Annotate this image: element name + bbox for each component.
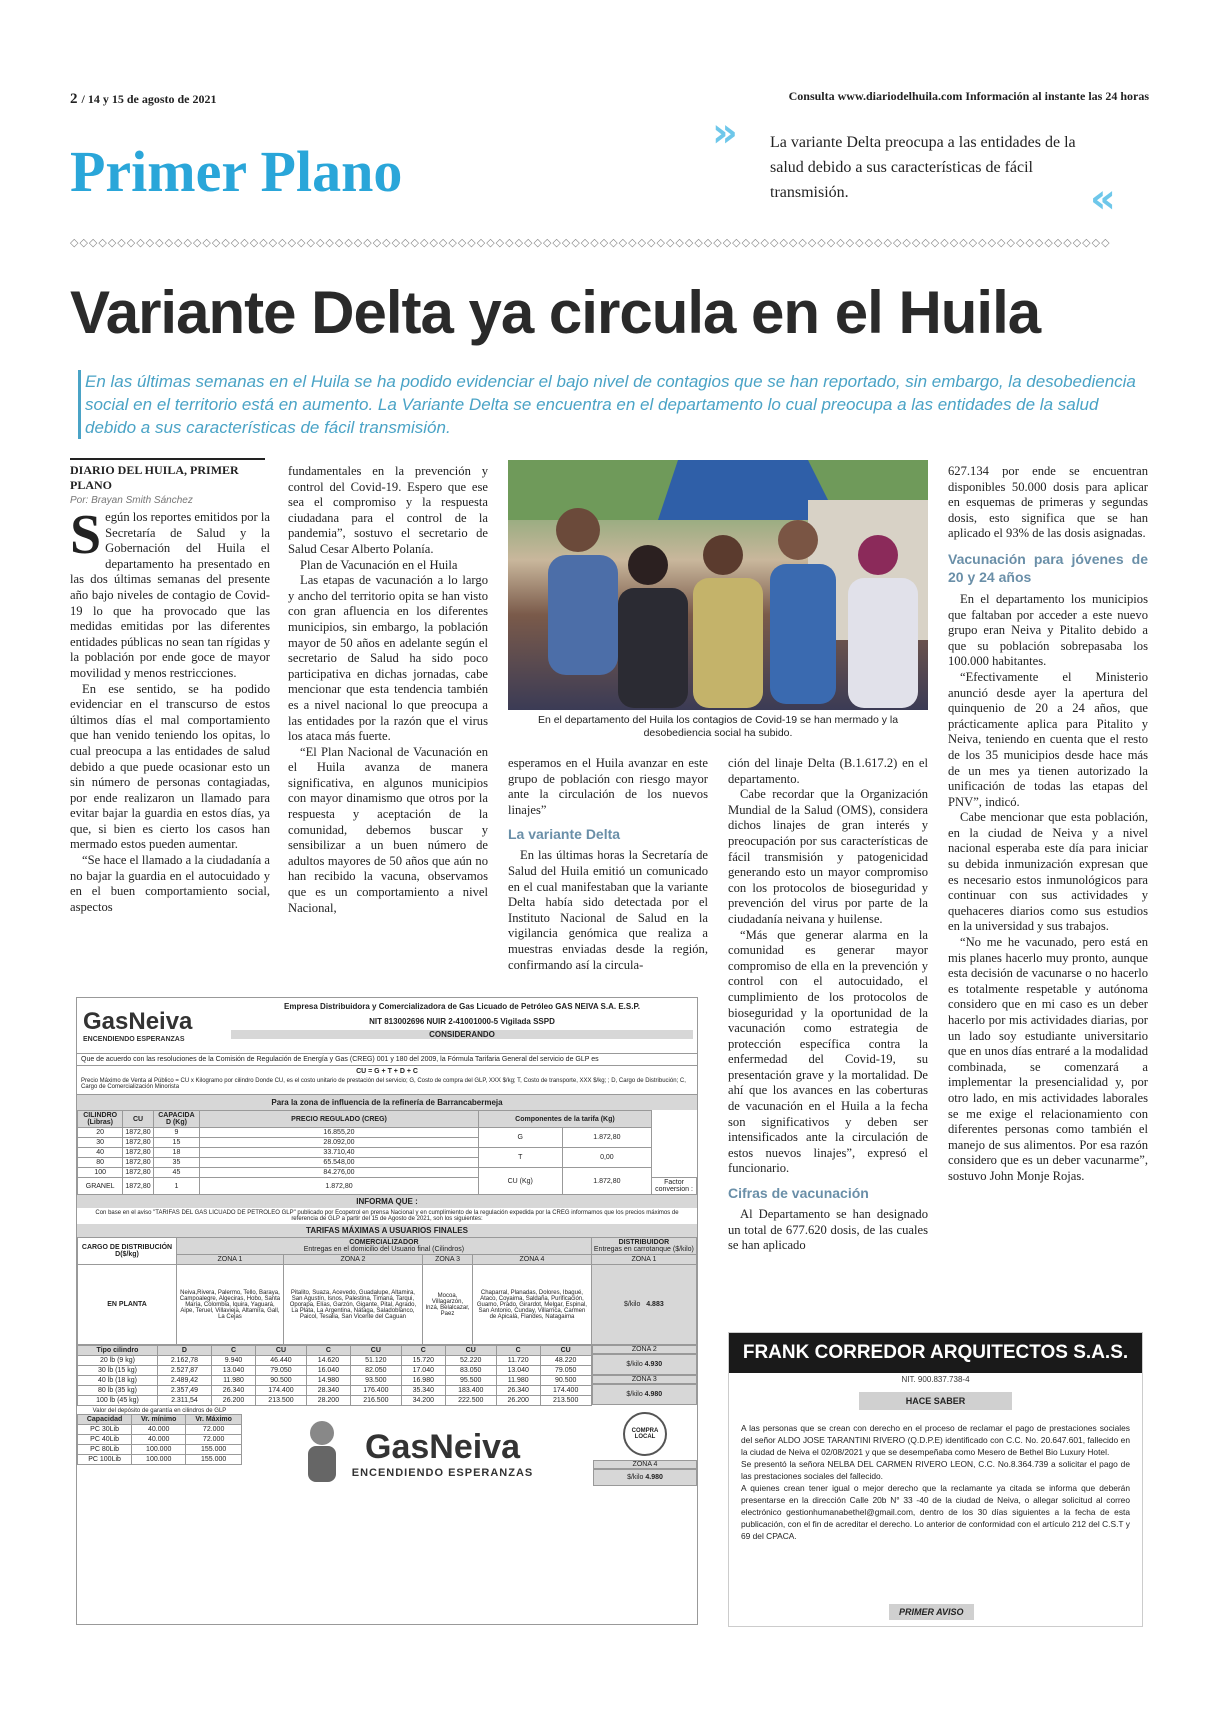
table-cell: 11.980 xyxy=(496,1376,540,1386)
col5-p2: En el departamento los municipios que faltaban por acceder a este nuevo grupo eran Neiva y Pitalito debido a que su población sobrepasaba los 100.000 habitantes. xyxy=(948,591,1148,669)
table-header: CU xyxy=(445,1346,496,1356)
zona-2-dist-head: ZONA 2 xyxy=(592,1345,697,1354)
th-cu: CU xyxy=(123,1111,153,1128)
table-cell: 34.200 xyxy=(401,1396,445,1406)
table-cell: 93.500 xyxy=(351,1376,402,1386)
kilo-val-1: 4.883 xyxy=(646,1301,664,1308)
table-cell: 1.872,80 xyxy=(562,1168,651,1195)
table-cell: 15.720 xyxy=(401,1356,445,1366)
arq-body-3: A quienes crean tener igual o mejor derecho que la reclamante ya citada se informa que deberán presentarse en la dirección Calle 20b N° 33 -40 de la ciudad de Neiva, o allegar solicitud al correo electrónico gestionhumanabethel@gmail.com, dentro de los 30 días siguientes a la fecha de esta publicación, con el fin de acreditar el derecho. Lo anterior de conformidad con el artículo 212 del C.S.T y 69 del CPACA. xyxy=(741,1483,1130,1541)
table-cell: 213.500 xyxy=(256,1396,307,1406)
column-5 xyxy=(948,464,1148,1185)
table-cell: 33.710,40 xyxy=(200,1148,479,1158)
table-cell: 79.050 xyxy=(540,1366,591,1376)
table-cell: 35.340 xyxy=(401,1386,445,1396)
table-cell: 30 xyxy=(78,1138,123,1148)
drop-cap: S xyxy=(70,504,102,566)
table-cell: PC 80Lib xyxy=(78,1445,132,1455)
table-cell: 28.340 xyxy=(306,1386,350,1396)
table-cell: 100 xyxy=(78,1168,123,1178)
pullquote: La variante Delta preocupa a las entidades de la salud debido a sus características de fácil transmisión. xyxy=(770,134,1076,201)
compra-local-seal: COMPRA LOCAL xyxy=(623,1412,667,1456)
gasneiva-footer-logo xyxy=(242,1408,593,1488)
comercializador-label: COMERCIALIZADOR xyxy=(349,1239,419,1246)
table-cell: PC 100Lib xyxy=(78,1455,132,1465)
table-cell: 0,00 xyxy=(562,1148,651,1168)
table-cell: 155.000 xyxy=(186,1445,242,1455)
arquitectos-ad xyxy=(728,1332,1143,1627)
table-cell: 26.200 xyxy=(496,1396,540,1406)
th-cilindro: CILINDRO (Libras) xyxy=(78,1111,123,1128)
column-4 xyxy=(728,756,928,1254)
table-cell: 17.040 xyxy=(401,1366,445,1376)
table-cell: 100 lb (45 kg) xyxy=(78,1396,158,1406)
table-header: CU xyxy=(256,1346,307,1356)
table-cell: 30 lb (15 kg) xyxy=(78,1366,158,1376)
table-cell: 79.050 xyxy=(256,1366,307,1376)
col3-p1: esperamos en el Huila avanzar en este grupo de población con riesgo mayor ante la circulación de los nuevos linajes” xyxy=(508,756,708,817)
table-row xyxy=(78,1455,242,1465)
table-cell: 174.400 xyxy=(256,1386,307,1396)
page-sep: / xyxy=(81,92,85,106)
table-cell: 1872,80 xyxy=(123,1138,153,1148)
table-cell: 26.340 xyxy=(211,1386,255,1396)
chevron-left-icon: « xyxy=(1090,176,1102,222)
zona-3-list: Mocoa, Villagarzón, Inzá, Belalcazar, Paez xyxy=(422,1265,472,1345)
table-cell: 183.400 xyxy=(445,1386,496,1396)
table-cell: 16.980 xyxy=(401,1376,445,1386)
arq-nit: NIT. 900.837.738-4 xyxy=(901,1375,970,1384)
table-row xyxy=(78,1425,242,1435)
footer-tagline: ENCENDIENDO ESPERANZAS xyxy=(351,1466,534,1479)
issue-date: 14 y 15 de agosto de 2021 xyxy=(87,92,217,106)
arq-title: FRANK CORREDOR ARQUITECTOS S.A.S. xyxy=(729,1333,1142,1373)
table-cell: PC 30Lib xyxy=(78,1425,132,1435)
col4-p3: “Más que generar alarma en la comunidad es generar mayor compromiso de ella en la prevención y control con el autocuidado, el cumplimiento de los protocolos de bioseguridad y la oportunidad de la vacunación como estrategia de protección específica contra la enfermedad del Covid-19, su presentación grave y la mortalidad. De ahí que los avances en las coberturas de vacunación en el Huila a la fecha son significativos y deben ser intensificados ante la circulación de estos nuevos linajes”, expresó el funcionario. xyxy=(728,927,928,1176)
table-cell: 9 xyxy=(153,1128,200,1138)
table-cell: G xyxy=(478,1128,562,1148)
table-cell: 72.000 xyxy=(186,1425,242,1435)
col5-p4: Cabe mencionar que esta población, en la ciudad de Neiva y a nivel nacional esperaba este día para iniciar su debida inmunización expresan que es necesario estos inmunológicos para continuar con sus actividades y quehaceres diarios como sus estudios en la universidad y sus trabajos. xyxy=(948,810,1148,934)
table-cell: 26.340 xyxy=(496,1386,540,1396)
table-cell: PC 40Lib xyxy=(78,1435,132,1445)
col2-p3: Las etapas de vacunación a lo largo y ancho del territorio opita se han visto con gran afluencia en los diferentes municipios, sin embargo, la población mayor de 50 años en adelante según el secretario de Salud ha sido poco participativa en dichas jornadas, cabe mencionar que esta tendencia también es a nivel nacional lo que preocupa a las entidades por la razón que el virus los ataca más fuerte. xyxy=(288,573,488,744)
table-cell: 35 xyxy=(153,1158,200,1168)
table-cell: 95.500 xyxy=(445,1376,496,1386)
distribuidor-label: DISTRIBUIDOR xyxy=(618,1239,670,1246)
zona-1-list: Neiva,Rivera, Palermo, Tello, Baraya, Campoalegre, Algeciras, Hobo, Santa María, Colombia, Iquira, Yaguará, Aipe, Teruel, Villavieja, Altamira, Gall, La Cejas xyxy=(177,1265,284,1345)
gasneiva-ad xyxy=(76,997,698,1625)
lead-paragraph: En las últimas semanas en el Huila se ha podido evidenciar el bajo nivel de contagios que se han reportado, sin embargo, la desobediencia social en el territorio está en aumento. La Variante Delta se encuentra en el departamento lo cual preocupa a las entidades de la salud debido a sus características de fácil transmisión. xyxy=(78,370,1148,439)
table-header: Tipo cilindro xyxy=(78,1346,158,1356)
table-cell: 100.000 xyxy=(132,1455,186,1465)
table-cell: 14.980 xyxy=(306,1376,350,1386)
table-cell: 15 xyxy=(153,1138,200,1148)
ad-header xyxy=(77,998,697,1054)
col4-p1: ción del linaje Delta (B.1.617.2) en el departamento. xyxy=(728,756,928,786)
table-header: Vr. mínimo xyxy=(132,1415,186,1425)
company-name: Empresa Distribuidora y Comercializadora de Gas Licuado de Petróleo GAS NEIVA S.A. E.S.P. xyxy=(284,1002,640,1011)
table-cell: 52.220 xyxy=(445,1356,496,1366)
table-cell: 176.400 xyxy=(351,1386,402,1396)
price-table xyxy=(77,1110,697,1195)
headline: Variante Delta ya circula en el Huila xyxy=(70,279,1041,346)
column-3 xyxy=(508,756,708,973)
table-cell: 40 xyxy=(78,1148,123,1158)
table-cell: 18 xyxy=(153,1148,200,1158)
company-nit: NIT 813002696 NUIR 2-41001000-5 Vigilada SSPD xyxy=(369,1017,555,1026)
table-row xyxy=(78,1376,592,1386)
table-cell: 2.311,54 xyxy=(157,1396,211,1406)
table-cell: 1872,80 xyxy=(123,1158,153,1168)
table-cell: 84.276,00 xyxy=(200,1168,479,1178)
kilo-val-4: 4.980 xyxy=(645,1474,663,1481)
col4-p2: Cabe recordar que la Organización Mundial de la Salud (OMS), considera dichos linajes de gran interés y preocupación por sus características de fácil transmisión y patogenicidad generando esto un mayor compromiso con los protocolos de bioseguridad y prevención del virus por parte de la ciudadanía neivana y huilense. xyxy=(728,787,928,926)
table-row xyxy=(78,1396,592,1406)
kilo-val-3: 4.980 xyxy=(644,1391,663,1398)
table-header: D xyxy=(157,1346,211,1356)
column-2 xyxy=(288,464,488,916)
table-cell: 1872,80 xyxy=(123,1148,153,1158)
table-cell: 13.040 xyxy=(496,1366,540,1376)
brand-tagline: ENCENDIENDO ESPERANZAS xyxy=(83,1036,185,1043)
zona-4-list: Chaparral, Planadas, Dolores, Ibagué, Ataco, Coyaima, Saldaña, Purificación, Guamo, Prado, Girardot, Melgar, Espinal, San Antonio, Cunday, Villarrica, Carmen de Apicalá, Flandes, Natagaima xyxy=(473,1265,592,1345)
table-header: C xyxy=(306,1346,350,1356)
byline-source: DIARIO DEL HUILA, PRIMER PLANO xyxy=(70,463,239,492)
table-header: Capacidad xyxy=(78,1415,132,1425)
table-cell: 2.357,49 xyxy=(157,1386,211,1396)
table-cell: 14.620 xyxy=(306,1356,350,1366)
table-cell: 65.548,00 xyxy=(200,1158,479,1168)
col5-p1: 627.134 por ende se encuentran disponibles 50.000 dosis para aplicar en esquemas de primeras y segundas dosis, esto significa que se han aplicado el 93% de las dosis asignadas. xyxy=(948,464,1148,541)
col3-p2: En las últimas horas la Secretaría de Salud del Huila emitió un comunicado en el cual manifestaban que la variante Delta había sido detectada por el Instituto Nacional de Salud en la vigilancia genómica que realiza a muestras enviadas desde la región, confirmando así la circula- xyxy=(508,848,708,972)
kilo-unit-4: $/kilo xyxy=(627,1474,644,1481)
table-cell: 48.220 xyxy=(540,1356,591,1366)
page-header-left xyxy=(70,91,217,108)
zona-title: Para la zona de influencia de la refinería de Barrancabermeja xyxy=(77,1095,697,1110)
zona-1-dist-head: ZONA 1 xyxy=(591,1255,696,1265)
table-cell: 213.500 xyxy=(540,1396,591,1406)
subhead-cifras: Cifras de vacunación xyxy=(728,1185,869,1202)
table-header: C xyxy=(211,1346,255,1356)
considerando-text: Que de acuerdo con las resoluciones de la Comisión de Regulación de Energía y Gas (CREG) 001 y 180 del 2009, la Fórmula Tarifaria General del servicio de GLP es xyxy=(77,1054,697,1066)
col2-p4: “El Plan Nacional de Vacunación en el Huila avanza de manera significativa, en algunos municipios con mayor dinamismo que otros por la respuesta y aceptación de la comunidad, debemos buscar y sensibilizar a un buen número de adultos mayores de 50 años que aún no han recibido la vacuna, observamos que es un comportamiento a nivel Nacional, xyxy=(288,744,488,915)
col1-p3: “Se hace el llamado a la ciudadanía a no bajar la guardia en el autocuidado y en el buen comportamiento social, aspectos xyxy=(70,853,270,914)
table-row xyxy=(78,1435,242,1445)
table-header: CU xyxy=(540,1346,591,1356)
cylinder-table xyxy=(77,1345,592,1406)
subhead-jovenes: Vacunación para jóvenes de 20 y 24 años xyxy=(948,550,1148,585)
table-row xyxy=(78,1148,697,1158)
table-cell: 28.092,00 xyxy=(200,1138,479,1148)
zona-3-head: ZONA 3 xyxy=(422,1255,472,1265)
hace-saber: HACE SABER xyxy=(859,1392,1012,1410)
table-cell: 1 xyxy=(153,1178,200,1195)
col5-p5: “No me he vacunado, pero está en mis planes hacerlo muy pronto, aunque esta decisión de vacunarse o no hacerlo es totalmente respetable y autónoma considero que en mi caso es un deber hacerlo por mis actividades diarias, por un lado soy estudiante universitario que en unos días entraré a la modalidad combinada, se comenzará a implementar la presencialidad y, por otro lado, en mis actividades laborales se me exige el relacionamiento con diferentes personas como también el manejo de sus alimentos. Por esa razón considero que es un deber vacunarme”, sostuvo John Monje Rojas. xyxy=(948,935,1148,1183)
informa-text: Con base en el aviso "TARIFAS DEL GAS LICUADO DE PETROLEO GLP" publicado por Ecopetrol en prensa Nacional y en cumplimiento de la regulación expedida por la CREG informamos que los precios máximos de referencia de GLP a partir del 15 de Agosto de 2021, son los siguientes: xyxy=(95,1210,679,1222)
table-header: C xyxy=(496,1346,540,1356)
table-row xyxy=(78,1386,592,1396)
col2-p1: fundamentales en la prevención y control del Covid-19. Espero que ese sea el compromiso y la respuesta ciudadana para el control de la pandemia”, sostuvo el secretario de Salud Cesar Alberto Polanía. xyxy=(288,464,488,556)
col5-p3: “Efectivamente el Ministerio anunció desde ayer la apertura del quinquenio de 20 a 24 años, que prácticamente aplica para Pitalito y Neiva, teniendo en cuenta que el resto de los 35 municipios desde hace más de un mes ya tienen autorizado la unificación de todas las etapas del PNV”, indicó. xyxy=(948,669,1148,809)
table-cell: 51.120 xyxy=(351,1356,402,1366)
column-1 xyxy=(70,504,270,915)
footer-brand: GasNeiva xyxy=(365,1427,520,1466)
photo-caption: En el departamento del Huila los contagios de Covid-19 se han mermado y la desobediencia social ha subido. xyxy=(537,714,899,739)
formula-note: Precio Máximo de Venta al Público = CU x Kilogramo por cilindro Donde CU, es el costo unitario de prestación del servicio; G, Costo de compra del GLP, XXX $/kg; T, Costo de transporte, XXX $/kg; ; D, Cargo de Distribución; C, Cargo de Comercialización Minorista xyxy=(77,1077,697,1095)
table-header: CU xyxy=(351,1346,402,1356)
th-componentes: Componentes de la tarifa (Kg) xyxy=(478,1111,651,1128)
table-header: Vr. Máximo xyxy=(186,1415,242,1425)
entregas-label: Entregas en el domicilio del Usuario final (Cilindros) xyxy=(303,1246,465,1253)
table-cell: 80 lb (35 kg) xyxy=(78,1386,158,1396)
chevron-right-icon: » xyxy=(712,110,724,156)
col1-p1: egún los reportes emitidos por la Secretaría de Salud y la Gobernación del Huila el departamento ha presentado en las dos últimas semanas del presente año bajo niveles de contagio de Covid-19 lo que ha provocado que las medidas emitidas por las diferentes entidades públicas no sean tan rígidas y la población por ende goce de mayor movilidad y menos restricciones. xyxy=(70,510,270,680)
table-cell: 90.500 xyxy=(256,1376,307,1386)
table-cell: 13.040 xyxy=(211,1366,255,1376)
dist-zones xyxy=(592,1345,697,1406)
section-title: Primer Plano xyxy=(70,139,403,204)
zona-2-head: ZONA 2 xyxy=(283,1255,422,1265)
table-cell: 11.720 xyxy=(496,1356,540,1366)
deposito-title: Valor del depósito de garantía en cilindros de GLP xyxy=(92,1408,227,1414)
table-cell: 20 xyxy=(78,1128,123,1138)
table-cell: 40.000 xyxy=(132,1425,186,1435)
col2-p2: Plan de Vacunación en el Huila xyxy=(300,557,458,572)
table-cell: T xyxy=(478,1148,562,1168)
table-cell: 45 xyxy=(153,1168,200,1178)
table-cell: 90.500 xyxy=(540,1376,591,1386)
table-row xyxy=(78,1356,592,1366)
zona-4-dist-head: ZONA 4 xyxy=(593,1460,697,1469)
factor-label: Factor conversion : xyxy=(652,1178,697,1195)
kilo-unit-2: $/kilo xyxy=(626,1361,643,1368)
table-cell: 72.000 xyxy=(186,1435,242,1445)
table-cell: 216.500 xyxy=(351,1396,402,1406)
gasneiva-logo xyxy=(77,998,227,1053)
arq-body-2: Se presentó la señora NELBA DEL CARMEN RIVERO LEON, C.C. No.8.364.739 a solicitar el pago de las prestaciones sociales del fallecido. xyxy=(741,1459,1130,1481)
table-cell: 2.489,42 xyxy=(157,1376,211,1386)
zona-3-dist-head: ZONA 3 xyxy=(592,1375,697,1384)
kilo-val-2: 4.930 xyxy=(644,1361,663,1368)
news-photo xyxy=(508,460,928,710)
table-row xyxy=(78,1366,592,1376)
table-row xyxy=(78,1445,242,1455)
table-cell: 26.200 xyxy=(211,1396,255,1406)
tarifas-title: TARIFAS MÁXIMAS A USUARIOS FINALES xyxy=(77,1224,697,1237)
table-cell: 9.940 xyxy=(211,1356,255,1366)
th-capacidad: CAPACIDA D (Kg) xyxy=(153,1111,200,1128)
zones-table xyxy=(77,1237,697,1345)
brand-name: GasNeiva xyxy=(83,1008,193,1035)
table-cell: 1872,80 xyxy=(123,1128,153,1138)
site-line: Consulta www.diariodelhuila.com Información al instante las 24 horas xyxy=(788,89,1149,103)
informa-title: INFORMA QUE : xyxy=(77,1195,697,1208)
subhead-variante: La variante Delta xyxy=(508,826,621,843)
cargo-label: CARGO DE DISTRIBUCIÓN D($/kg) xyxy=(78,1238,177,1265)
byline xyxy=(70,458,265,506)
col4-p4: Al Departamento se han designado un total de 677.620 dosis, de las cuales se han aplicado xyxy=(728,1207,928,1253)
table-cell: 2.527,87 xyxy=(157,1366,211,1376)
table-header: C xyxy=(401,1346,445,1356)
zona-4-head: ZONA 4 xyxy=(473,1255,592,1265)
table-cell: 83.050 xyxy=(445,1366,496,1376)
considerando-title: CONSIDERANDO xyxy=(231,1030,693,1039)
table-cell: 82.050 xyxy=(351,1366,402,1376)
zona-1-head: ZONA 1 xyxy=(177,1255,284,1265)
table-cell: 1.872,80 xyxy=(562,1128,651,1148)
table-cell: 20 lb (9 kg) xyxy=(78,1356,158,1366)
table-cell: 80 xyxy=(78,1158,123,1168)
table-cell: 2.162,78 xyxy=(157,1356,211,1366)
kilo-unit-1: $/kilo xyxy=(624,1301,641,1308)
table-cell: 46.440 xyxy=(256,1356,307,1366)
th-precio: PRECIO REGULADO (CREG) xyxy=(200,1111,479,1128)
table-cell: 1872,80 xyxy=(123,1168,153,1178)
table-cell: 16.855,20 xyxy=(200,1128,479,1138)
kilo-unit-3: $/kilo xyxy=(626,1391,643,1398)
page-number: 2 xyxy=(70,91,78,107)
table-cell: 174.400 xyxy=(540,1386,591,1396)
table-cell: 11.980 xyxy=(211,1376,255,1386)
table-cell: CU (Kg) xyxy=(478,1168,562,1195)
table-cell: 100.000 xyxy=(132,1445,186,1455)
primer-aviso: PRIMER AVISO xyxy=(889,1604,974,1620)
table-cell: 40 lb (18 kg) xyxy=(78,1376,158,1386)
col1-p2: En ese sentido, se ha podido evidenciar en el transcurso de estos últimos días el mal comportamiento que han venido teniendo los opitas, lo cual preocupa a las entidades de salud debido a que puede ocasionar esto un sin número de personas contagiadas, por ende realizaron un llamado para evitar bajar la guardia en estos días, ya que, si bien es cierto los casos han mermado estos pueden aumentar. xyxy=(70,681,270,852)
author: Por: Brayan Smith Sánchez xyxy=(70,495,193,506)
en-planta: EN PLANTA xyxy=(78,1265,177,1345)
table-cell: 28.200 xyxy=(306,1396,350,1406)
table-cell: 222.500 xyxy=(445,1396,496,1406)
deposit-table xyxy=(77,1414,242,1465)
mascot-icon xyxy=(302,1418,342,1488)
entregas-camp-label: Entregas en carrotanque ($/kilo) xyxy=(593,1246,694,1253)
table-cell: 40.000 xyxy=(132,1435,186,1445)
table-cell: 1.872,80 xyxy=(200,1178,479,1195)
zona-2-list: Pitalito, Suaza, Acevedo, Guadalupe, Altamira, San Agustín, Isnos, Palestina, Timaná, Tarqui, Oporapa, Elías, Garzón, Gigante, Pital, Agrado, La Plata, La Argentina, Nátaga, Saladoblanco, Paicol, Tesalia, San Vicente del Caguan xyxy=(283,1265,422,1345)
arq-body-1: A las personas que se crean con derecho en el proceso de reclamar el pago de prestaciones sociales del señor ALDO JOSE TARANTINI RIVERO (Q.D.P.E) identificado con C.C. No. 20.647.601, fallecido en la ciudad de Neiva el 02/08/2021 y que se desempeñaba como Mesero de Bethel Bio Luxury Hotel. xyxy=(741,1423,1130,1457)
divider: ◇◇◇◇◇◇◇◇◇◇◇◇◇◇◇◇◇◇◇◇◇◇◇◇◇◇◇◇◇◇◇◇◇◇◇◇◇◇◇◇◇◇◇◇◇◇◇◇◇◇◇◇◇◇◇◇◇◇◇◇◇◇◇◇◇◇◇◇◇◇◇◇◇◇◇◇◇◇◇◇◇◇◇◇◇◇◇◇◇◇◇◇◇◇◇◇◇◇◇◇◇◇◇◇◇◇◇◇◇◇ xyxy=(70,236,1111,248)
tariff-formula: CU = G + T + D + C xyxy=(356,1068,418,1075)
table-row xyxy=(78,1128,697,1138)
table-cell: 155.000 xyxy=(186,1455,242,1465)
table-cell: 16.040 xyxy=(306,1366,350,1376)
table-cell: GRANEL xyxy=(78,1178,123,1195)
table-row xyxy=(78,1168,697,1178)
table-cell: 1872,80 xyxy=(123,1178,153,1195)
